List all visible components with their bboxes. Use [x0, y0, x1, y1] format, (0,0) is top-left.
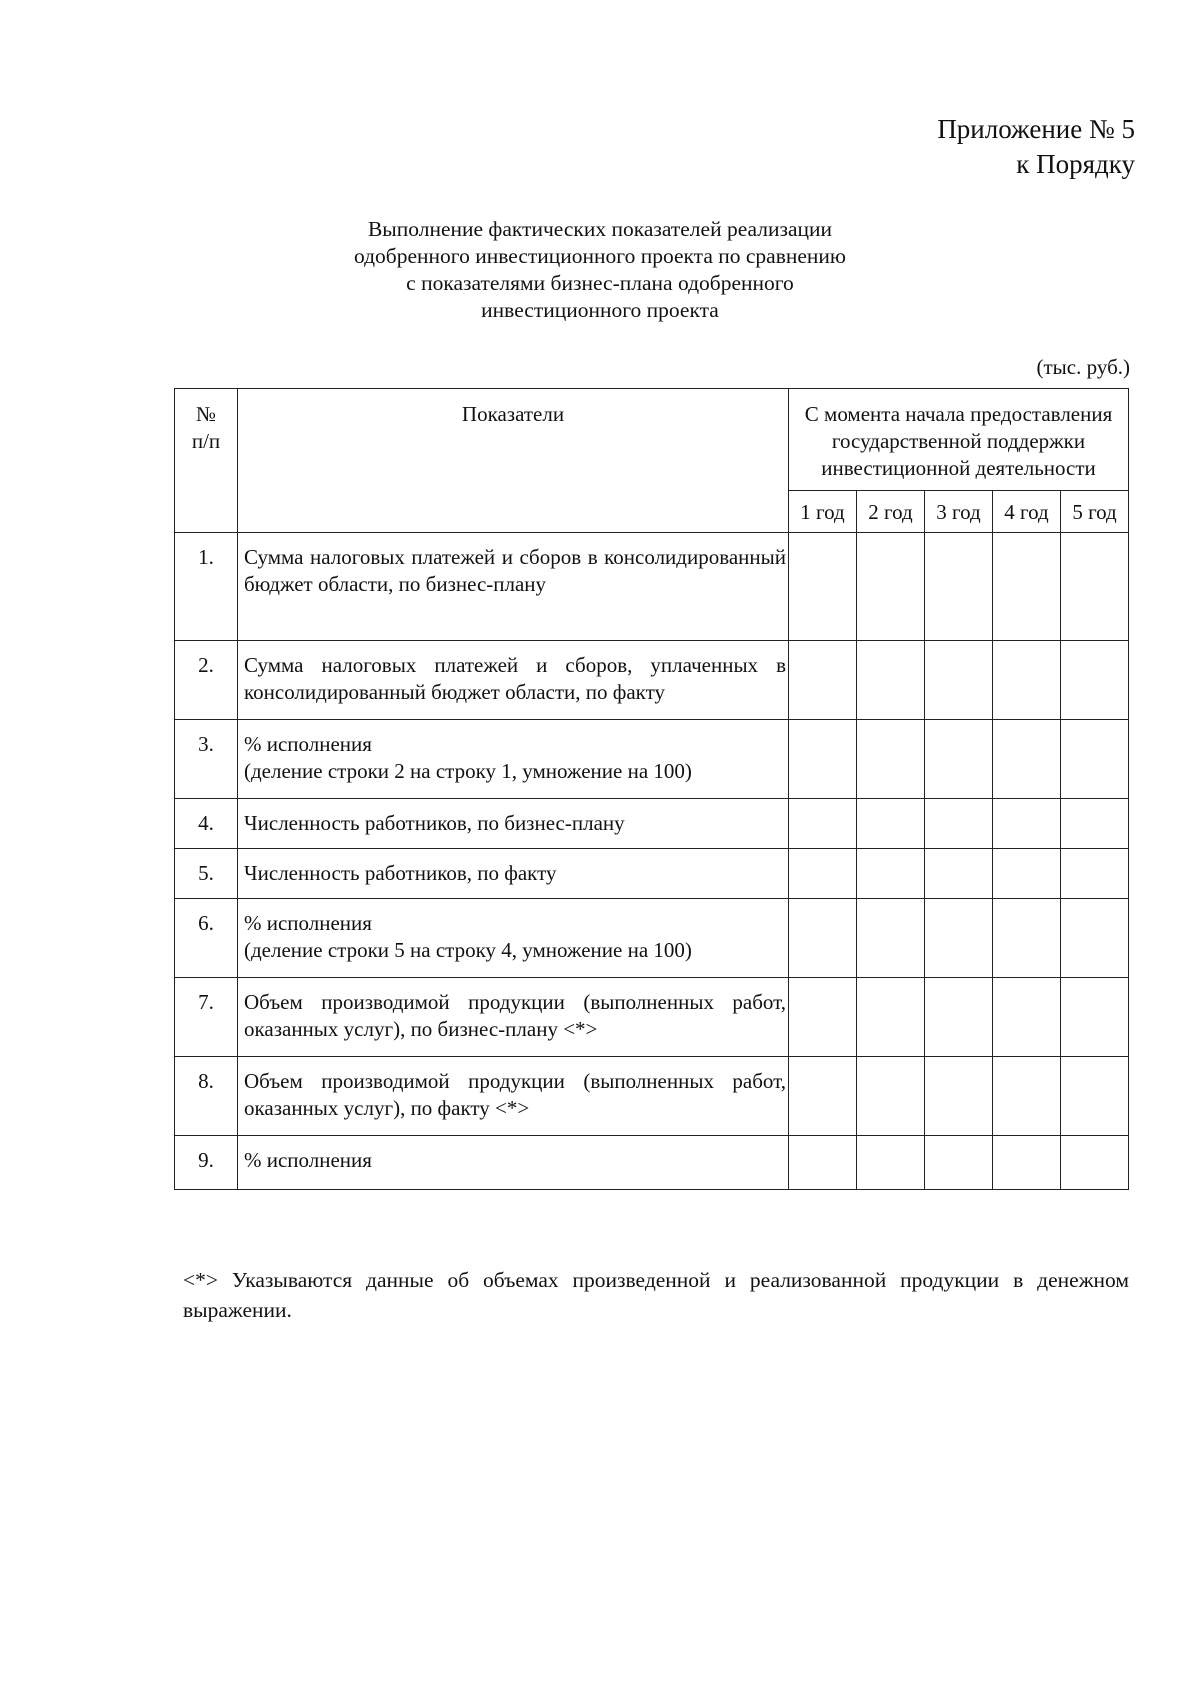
- footnote: <*> Указываются данные об объемах произведенной и реализованной продукции в денежном выражении.: [183, 1268, 1129, 1322]
- header-row: [175, 389, 1129, 491]
- table-row: [175, 1136, 1129, 1190]
- year-4-value-cell: [993, 1136, 1061, 1190]
- year-2-value-cell: [857, 533, 925, 641]
- indicator-text-line: % исполнения: [244, 732, 372, 756]
- year-5-value-cell: [1061, 720, 1129, 799]
- row-indicator: [238, 720, 789, 799]
- year-3-value-cell: [925, 720, 993, 799]
- header-number-abbr: п/п: [191, 429, 221, 453]
- title-line-2: одобренного инвестиционного проекта по сравнению: [353, 244, 846, 268]
- row-number: 2.: [175, 641, 238, 720]
- row-number: 8.: [175, 1057, 238, 1136]
- year-4-value-cell: [993, 978, 1061, 1057]
- year-2-value-cell: [857, 1136, 925, 1190]
- appendix-number: Приложение № 5: [937, 114, 1135, 144]
- header-year-2: 2 год: [857, 491, 925, 533]
- year-1-value-cell: [789, 978, 857, 1057]
- year-5-value-cell: [1061, 899, 1129, 978]
- indicator-text-line: Объем производимой продукции (выполненных работ, оказанных услуг), по факту <*>: [244, 1069, 786, 1120]
- table-row: [175, 1057, 1129, 1136]
- year-1-value-cell: [789, 799, 857, 849]
- table-row: [175, 533, 1129, 641]
- year-2-value-cell: [857, 1057, 925, 1136]
- year-5-value-cell: [1061, 1136, 1129, 1190]
- indicator-text-line: (деление строки 2 на строку 1, умножение на 100): [244, 759, 692, 783]
- indicator-text-line: Численность работников, по факту: [244, 861, 557, 885]
- year-1-value-cell: [789, 641, 857, 720]
- row-indicator: [238, 533, 789, 641]
- header-year-4: 4 год: [993, 491, 1061, 533]
- year-4-value-cell: [993, 720, 1061, 799]
- row-number: 4.: [175, 799, 238, 849]
- table-row: [175, 849, 1129, 899]
- units-label: (тыс. руб.): [1036, 355, 1130, 379]
- row-indicator: [238, 1136, 789, 1190]
- appendix-header: [937, 112, 1135, 182]
- year-5-value-cell: [1061, 799, 1129, 849]
- row-number: 5.: [175, 849, 238, 899]
- header-number-symbol: №: [195, 402, 217, 426]
- year-3-value-cell: [925, 799, 993, 849]
- row-indicator: [238, 978, 789, 1057]
- year-1-value-cell: [789, 849, 857, 899]
- title-line-3: с показателями бизнес-плана одобренного: [406, 271, 794, 295]
- year-2-value-cell: [857, 978, 925, 1057]
- table-row: [175, 799, 1129, 849]
- indicator-text-line: Численность работников, по бизнес-плану: [244, 811, 625, 835]
- year-1-value-cell: [789, 1057, 857, 1136]
- header-year-1: 1 год: [789, 491, 857, 533]
- year-2-value-cell: [857, 799, 925, 849]
- year-1-value-cell: [789, 1136, 857, 1190]
- indicator-text-line: Сумма налоговых платежей и сборов, уплаченных в консолидированный бюджет области, по факту: [244, 653, 786, 704]
- year-4-value-cell: [993, 849, 1061, 899]
- year-3-value-cell: [925, 1057, 993, 1136]
- year-2-value-cell: [857, 720, 925, 799]
- header-number: [175, 389, 238, 533]
- indicators-table: [174, 388, 1129, 1190]
- row-number: 1.: [175, 533, 238, 641]
- row-number: 9.: [175, 1136, 238, 1190]
- year-4-value-cell: [993, 1057, 1061, 1136]
- row-number: 3.: [175, 720, 238, 799]
- year-2-value-cell: [857, 641, 925, 720]
- year-5-value-cell: [1061, 533, 1129, 641]
- table-row: [175, 978, 1129, 1057]
- year-1-value-cell: [789, 533, 857, 641]
- header-period: С момента начала предоставления государственной поддержки инвестиционной деятельности: [789, 389, 1129, 491]
- year-1-value-cell: [789, 899, 857, 978]
- title-line-4: инвестиционного проекта: [481, 298, 719, 322]
- year-2-value-cell: [857, 899, 925, 978]
- row-indicator: [238, 849, 789, 899]
- year-3-value-cell: [925, 533, 993, 641]
- title-line-1: Выполнение фактических показателей реализации: [367, 217, 833, 241]
- appendix-reference: к Порядку: [1016, 149, 1135, 179]
- year-5-value-cell: [1061, 641, 1129, 720]
- year-4-value-cell: [993, 533, 1061, 641]
- table-row: [175, 641, 1129, 720]
- year-3-value-cell: [925, 899, 993, 978]
- row-indicator: [238, 641, 789, 720]
- indicator-text-line: % исполнения: [244, 911, 372, 935]
- table-row: [175, 720, 1129, 799]
- header-year-5: 5 год: [1061, 491, 1129, 533]
- year-2-value-cell: [857, 849, 925, 899]
- year-3-value-cell: [925, 978, 993, 1057]
- year-5-value-cell: [1061, 978, 1129, 1057]
- year-4-value-cell: [993, 899, 1061, 978]
- row-number: 7.: [175, 978, 238, 1057]
- year-1-value-cell: [789, 720, 857, 799]
- document-title: [0, 216, 1200, 324]
- year-4-value-cell: [993, 641, 1061, 720]
- header-year-3: 3 год: [925, 491, 993, 533]
- year-3-value-cell: [925, 641, 993, 720]
- row-indicator: [238, 1057, 789, 1136]
- table-body: [175, 533, 1129, 1190]
- indicator-text-line: (деление строки 5 на строку 4, умножение на 100): [244, 938, 692, 962]
- table-row: [175, 899, 1129, 978]
- year-3-value-cell: [925, 849, 993, 899]
- row-number: 6.: [175, 899, 238, 978]
- year-3-value-cell: [925, 1136, 993, 1190]
- indicator-text-line: Сумма налоговых платежей и сборов в консолидированный бюджет области, по бизнес-плану: [244, 545, 786, 596]
- year-5-value-cell: [1061, 849, 1129, 899]
- indicator-text-line: % исполнения: [244, 1148, 372, 1172]
- indicator-text-line: Объем производимой продукции (выполненных работ, оказанных услуг), по бизнес-плану <*>: [244, 990, 786, 1041]
- year-5-value-cell: [1061, 1057, 1129, 1136]
- year-4-value-cell: [993, 799, 1061, 849]
- row-indicator: [238, 899, 789, 978]
- header-indicators: Показатели: [238, 389, 789, 533]
- row-indicator: [238, 799, 789, 849]
